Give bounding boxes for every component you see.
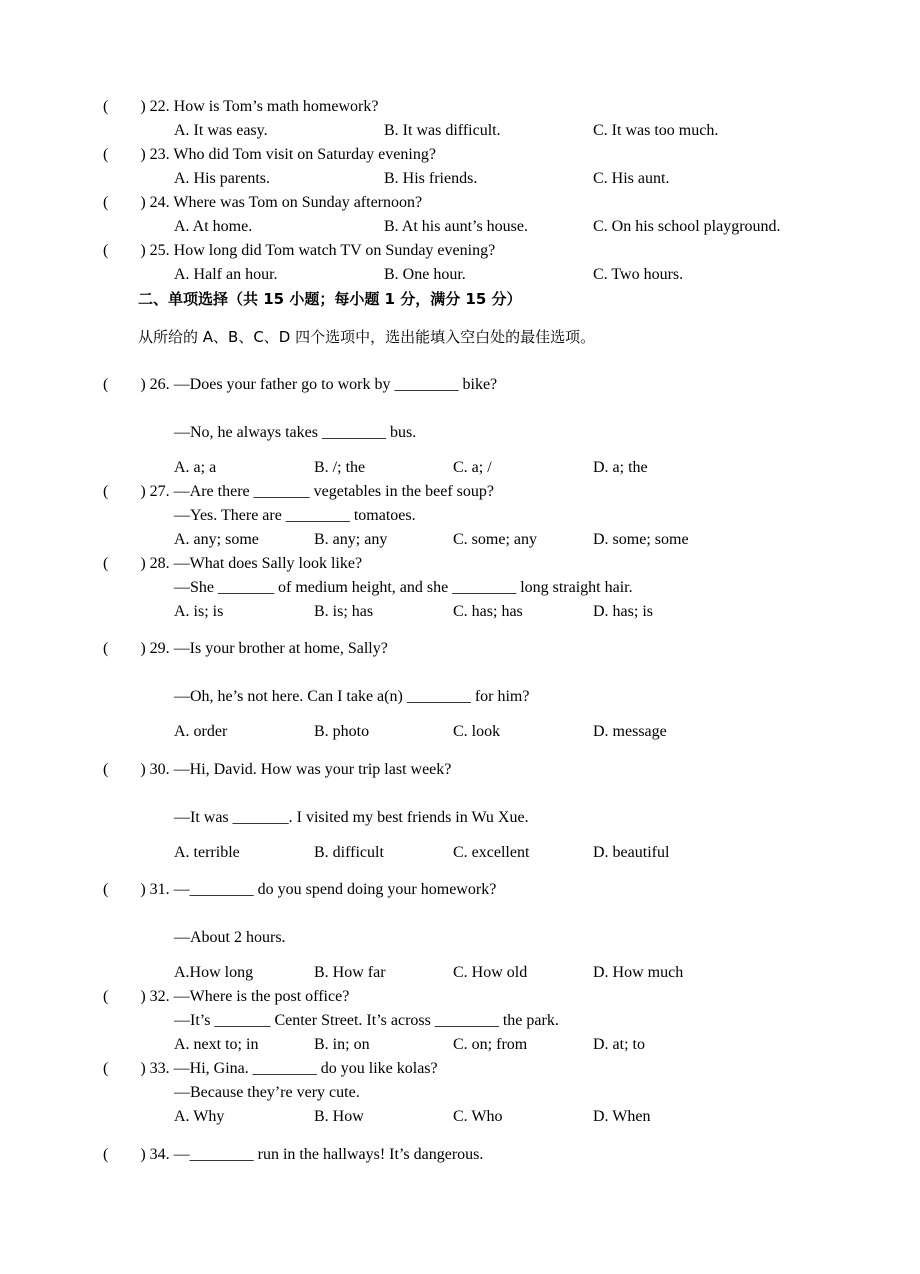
option-a: A. Half an hour. bbox=[174, 266, 278, 283]
answer-bracket: ( ) bbox=[103, 98, 146, 115]
question-stem: ( ) 23. Who did Tom visit on Saturday evening? bbox=[103, 146, 436, 163]
answer-bracket: ( ) bbox=[103, 194, 146, 211]
answer-bracket: ( ) bbox=[103, 376, 146, 393]
answer-bracket: ( ) bbox=[103, 242, 146, 259]
dialogue-reply: —No, he always takes ________ bus. bbox=[174, 424, 417, 441]
option-d: D. How much bbox=[593, 964, 684, 981]
section-instruction: 从所给的 A、B、C、D 四个选项中，选出能填入空白处的最佳选项。 bbox=[138, 328, 596, 346]
dialogue-reply: —Because they’re very cute. bbox=[174, 1084, 360, 1101]
option-a: A. It was easy. bbox=[174, 122, 268, 139]
option-a: A. order bbox=[174, 723, 228, 740]
option-d: D. beautiful bbox=[593, 844, 670, 861]
answer-bracket: ( ) bbox=[103, 761, 146, 778]
option-b: B. /; the bbox=[314, 459, 366, 476]
option-b: B. photo bbox=[314, 723, 370, 740]
option-c: C. look bbox=[453, 723, 501, 740]
option-c: C. It was too much. bbox=[593, 122, 719, 139]
option-c: C. a; / bbox=[453, 459, 492, 476]
option-d: D. a; the bbox=[593, 459, 648, 476]
option-b: B. One hour. bbox=[384, 266, 466, 283]
option-a: A. a; a bbox=[174, 459, 217, 476]
dialogue-reply: —Oh, he’s not here. Can I take a(n) ________ for him? bbox=[174, 688, 530, 705]
option-a: A. is; is bbox=[174, 603, 224, 620]
option-c: C. His aunt. bbox=[593, 170, 670, 187]
dialogue-reply: —It’s _______ Center Street. It’s across ________ the park. bbox=[174, 1012, 559, 1029]
option-c: C. On his school playground. bbox=[593, 218, 781, 235]
answer-bracket: ( ) bbox=[103, 988, 146, 1005]
option-d: D. message bbox=[593, 723, 667, 740]
question-stem: ( ) 28. —What does Sally look like? bbox=[103, 555, 363, 572]
option-b: B. How far bbox=[314, 964, 386, 981]
option-c: C. Two hours. bbox=[593, 266, 684, 283]
option-b: B. any; any bbox=[314, 531, 388, 548]
dialogue-reply: —She _______ of medium height, and she ________ long straight hair. bbox=[174, 579, 633, 596]
option-d: D. at; to bbox=[593, 1036, 645, 1053]
question-stem: ( ) 32. —Where is the post office? bbox=[103, 988, 350, 1005]
answer-bracket: ( ) bbox=[103, 555, 146, 572]
option-c: C. on; from bbox=[453, 1036, 528, 1053]
question-stem: ( ) 26. —Does your father go to work by ________ bike? bbox=[103, 376, 498, 393]
option-c: C. excellent bbox=[453, 844, 530, 861]
option-a: A. any; some bbox=[174, 531, 259, 548]
option-b: B. in; on bbox=[314, 1036, 370, 1053]
option-c: C. some; any bbox=[453, 531, 537, 548]
answer-bracket: ( ) bbox=[103, 881, 146, 898]
dialogue-reply: —Yes. There are ________ tomatoes. bbox=[174, 507, 416, 524]
question-stem: ( ) 31. —________ do you spend doing your homework? bbox=[103, 881, 497, 898]
question-stem: ( ) 34. —________ run in the hallways! It’s dangerous. bbox=[103, 1146, 484, 1163]
option-c: C. has; has bbox=[453, 603, 523, 620]
option-d: D. some; some bbox=[593, 531, 689, 548]
question-stem: ( ) 27. —Are there _______ vegetables in the beef soup? bbox=[103, 483, 494, 500]
question-stem: ( ) 24. Where was Tom on Sunday afternoon? bbox=[103, 194, 423, 211]
question-stem: ( ) 25. How long did Tom watch TV on Sunday evening? bbox=[103, 242, 496, 259]
question-stem: ( ) 30. —Hi, David. How was your trip last week? bbox=[103, 761, 452, 778]
option-b: B. is; has bbox=[314, 603, 374, 620]
option-c: C. How old bbox=[453, 964, 528, 981]
dialogue-reply: —It was _______. I visited my best friends in Wu Xue. bbox=[174, 809, 529, 826]
option-a: A. next to; in bbox=[174, 1036, 259, 1053]
option-a: A.How long bbox=[174, 964, 254, 981]
option-d: D. When bbox=[593, 1108, 651, 1125]
section-heading: 二、单项选择（共 15 小题；每小题 1 分，满分 15 分） bbox=[138, 290, 522, 308]
question-stem: ( ) 33. —Hi, Gina. ________ do you like kolas? bbox=[103, 1060, 438, 1077]
answer-bracket: ( ) bbox=[103, 146, 146, 163]
option-b: B. How bbox=[314, 1108, 364, 1125]
answer-bracket: ( ) bbox=[103, 1060, 146, 1077]
question-stem: ( ) 29. —Is your brother at home, Sally? bbox=[103, 640, 388, 657]
option-c: C. Who bbox=[453, 1108, 503, 1125]
option-b: B. His friends. bbox=[384, 170, 478, 187]
answer-bracket: ( ) bbox=[103, 1146, 146, 1163]
option-b: B. It was difficult. bbox=[384, 122, 501, 139]
answer-bracket: ( ) bbox=[103, 640, 146, 657]
option-d: D. has; is bbox=[593, 603, 653, 620]
dialogue-reply: —About 2 hours. bbox=[174, 929, 286, 946]
question-stem: ( ) 22. How is Tom’s math homework? bbox=[103, 98, 379, 115]
option-a: A. Why bbox=[174, 1108, 225, 1125]
option-a: A. At home. bbox=[174, 218, 253, 235]
option-a: A. terrible bbox=[174, 844, 240, 861]
option-b: B. At his aunt’s house. bbox=[384, 218, 529, 235]
option-a: A. His parents. bbox=[174, 170, 270, 187]
option-b: B. difficult bbox=[314, 844, 384, 861]
answer-bracket: ( ) bbox=[103, 483, 146, 500]
